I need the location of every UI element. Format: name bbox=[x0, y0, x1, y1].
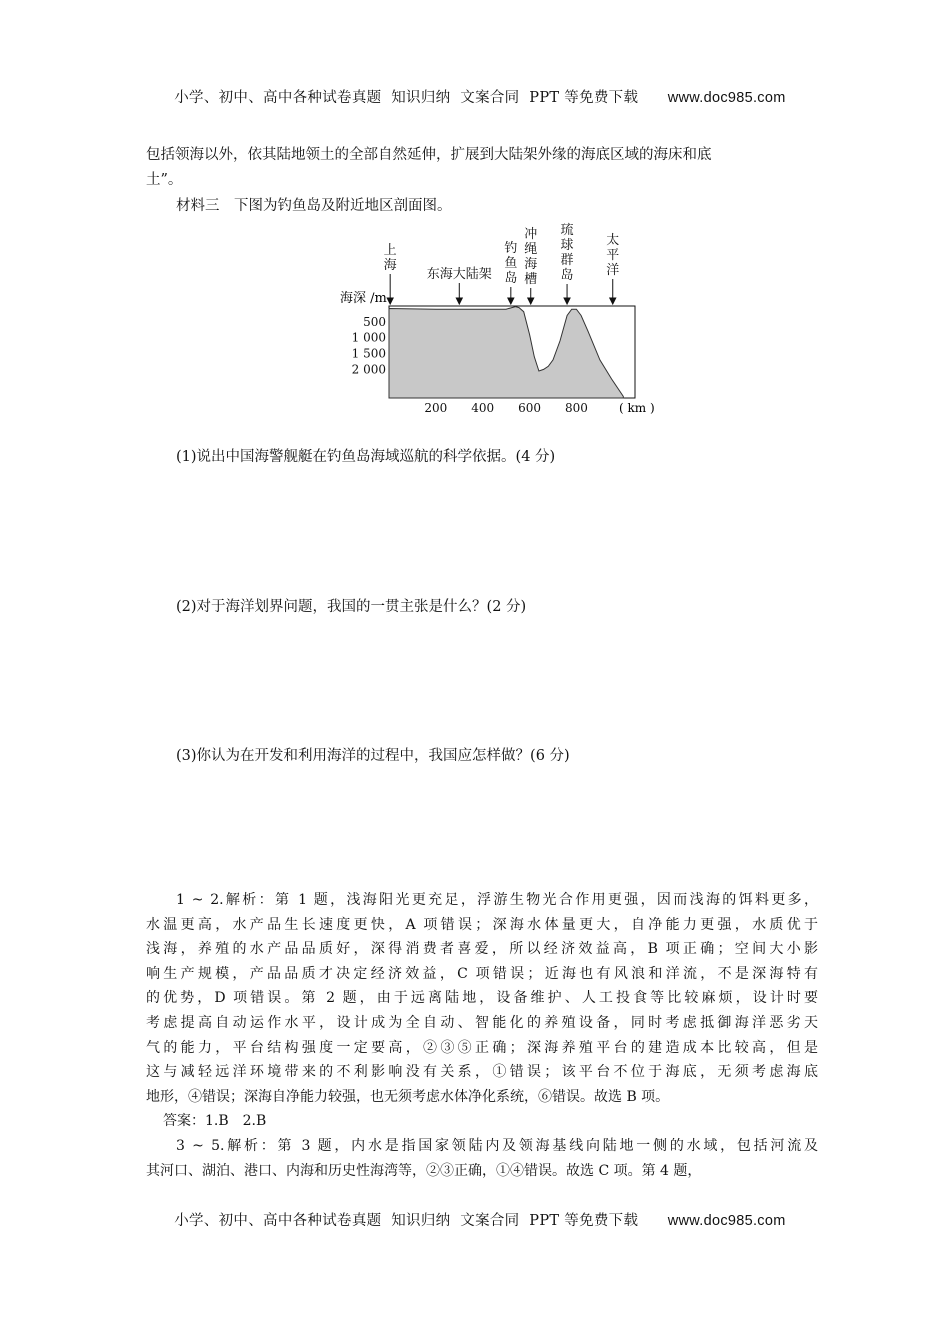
label-trough-char: 绳 bbox=[524, 242, 538, 257]
header-url[interactable]: www.doc985.com bbox=[667, 90, 786, 106]
label-ryukyu-char: 群 bbox=[560, 253, 574, 268]
analysis-line: 地形，④错误；深海自净能力较强，也无须考虑水体净化系统，⑥错误。故选 B 项。 bbox=[146, 1088, 670, 1105]
analysis-line: 1 ~ 2.解析：第 1 题，浅海阳光更充足，浮游生物光合作用更强，因而浅海的饵料更多， bbox=[176, 892, 818, 908]
label-pacific-char: 洋 bbox=[606, 263, 620, 278]
analysis-line: 的优势，D 项错误。第 2 题，由于远离陆地，设备维护、人工投食等比较麻烦，设计时要 bbox=[146, 990, 818, 1007]
x-axis-unit: ( km ) bbox=[619, 401, 655, 415]
footer-text: 小学、初中、高中各种试卷真题 知识归纳 文案合同 PPT 等免费下载 bbox=[174, 1213, 639, 1229]
footer-url[interactable]: www.doc985.com bbox=[667, 1213, 786, 1229]
y-tick-label: 500 bbox=[363, 314, 386, 329]
intro-line-1: 包括领海以外，依其陆地领土的全部自然延伸，扩展到大陆架外缘的海底区域的海床和底 bbox=[146, 147, 712, 163]
arrow-head-diaoyu bbox=[508, 298, 514, 304]
question-1: (1)说出中国海警舰艇在钓鱼岛海域巡航的科学依据。(4 分) bbox=[176, 449, 556, 465]
analysis-line: 响生产规模，产品品质才决定经济效益，C 项错误；近海也有风浪和洋流，不是深海特有 bbox=[146, 965, 818, 982]
label-ryukyu-char: 球 bbox=[560, 238, 574, 253]
x-tick-label: 600 bbox=[518, 401, 542, 415]
label-pacific-char: 太 bbox=[606, 233, 620, 248]
answer-key-line: 答案：1.B 2.B bbox=[163, 1113, 267, 1130]
page-header bbox=[0, 70, 950, 107]
material-three-caption: 材料三 下图为钓鱼岛及附近地区剖面图。 bbox=[176, 198, 452, 214]
question-2: (2)对于海洋划界问题，我国的一贯主张是什么？(2 分) bbox=[176, 599, 527, 615]
label-pacific-char: 平 bbox=[606, 248, 620, 263]
analysis-line: 浅海，养殖的水产品品质好，深得消费者喜爱，所以经济效益高，B 项正确；空间大小影 bbox=[146, 941, 818, 958]
analysis-line: 其河口、湖泊、港口、内海和历史性海湾等，②③正确，①④错误。故选 C 项。第 4 题， bbox=[146, 1162, 702, 1179]
label-ryukyu-char: 岛 bbox=[560, 268, 574, 283]
y-tick-label: 1 500 bbox=[351, 346, 386, 361]
analysis-line: 水温更高，水产品生长速度更快，A 项错误；深海水体量更大，自净能力更强，水质优于 bbox=[146, 916, 818, 933]
label-trough-char: 冲 bbox=[524, 227, 538, 242]
seabed-profile-chart bbox=[330, 222, 660, 427]
label-shanghai-char: 上 bbox=[383, 243, 397, 258]
arrow-head-shelf bbox=[456, 298, 462, 304]
label-diaoyu-char: 岛 bbox=[504, 271, 518, 286]
label-trough-char: 海 bbox=[524, 257, 538, 272]
x-tick-label: 400 bbox=[471, 401, 495, 415]
arrow-head-pacific bbox=[610, 298, 616, 304]
intro-line-2: 土”。 bbox=[146, 172, 183, 188]
y-tick-label: 1 000 bbox=[351, 330, 386, 345]
answer-analysis-block bbox=[146, 888, 818, 1183]
analysis-line: 气的能力，平台结构强度一定要高，②③⑤正确；深海养殖平台的建造成本比较高，但是 bbox=[146, 1039, 818, 1056]
label-shelf: 东海大陆架 bbox=[426, 267, 492, 282]
y-tick-label: 2 000 bbox=[351, 362, 386, 377]
label-trough-char: 槽 bbox=[524, 272, 538, 287]
label-diaoyu-char: 鱼 bbox=[504, 256, 518, 271]
analysis-line: 这与减轻远洋环境带来的不利影响没有关系，①错误；该平台不位于海底，无须考虑海底 bbox=[146, 1064, 818, 1081]
analysis-line: 3 ~ 5.解析：第 3 题，内水是指国家领陆内及领海基线向陆地一侧的水域，包括河流及 bbox=[176, 1137, 818, 1154]
question-3: (3)你认为在开发和利用海洋的过程中，我国应怎样做？(6 分) bbox=[176, 748, 570, 764]
x-tick-label: 200 bbox=[424, 401, 448, 415]
label-shanghai-char: 海 bbox=[383, 258, 397, 273]
label-diaoyu-char: 钓 bbox=[504, 241, 518, 256]
arrow-head-trough bbox=[528, 298, 534, 304]
label-ryukyu-char: 琉 bbox=[560, 223, 574, 238]
analysis-line: 考虑提高自动运作水平，设计成为全自动、智能化的养殖设备，同时考虑抵御海洋恶劣天 bbox=[146, 1014, 818, 1031]
arrow-head-ryukyu bbox=[564, 298, 570, 304]
arrow-head-shanghai bbox=[387, 298, 393, 304]
y-axis-title: 海深 /m bbox=[340, 291, 387, 306]
header-text: 小学、初中、高中各种试卷真题 知识归纳 文案合同 PPT 等免费下载 bbox=[174, 90, 639, 106]
x-tick-label: 800 bbox=[564, 401, 588, 415]
page-footer bbox=[0, 1193, 950, 1230]
